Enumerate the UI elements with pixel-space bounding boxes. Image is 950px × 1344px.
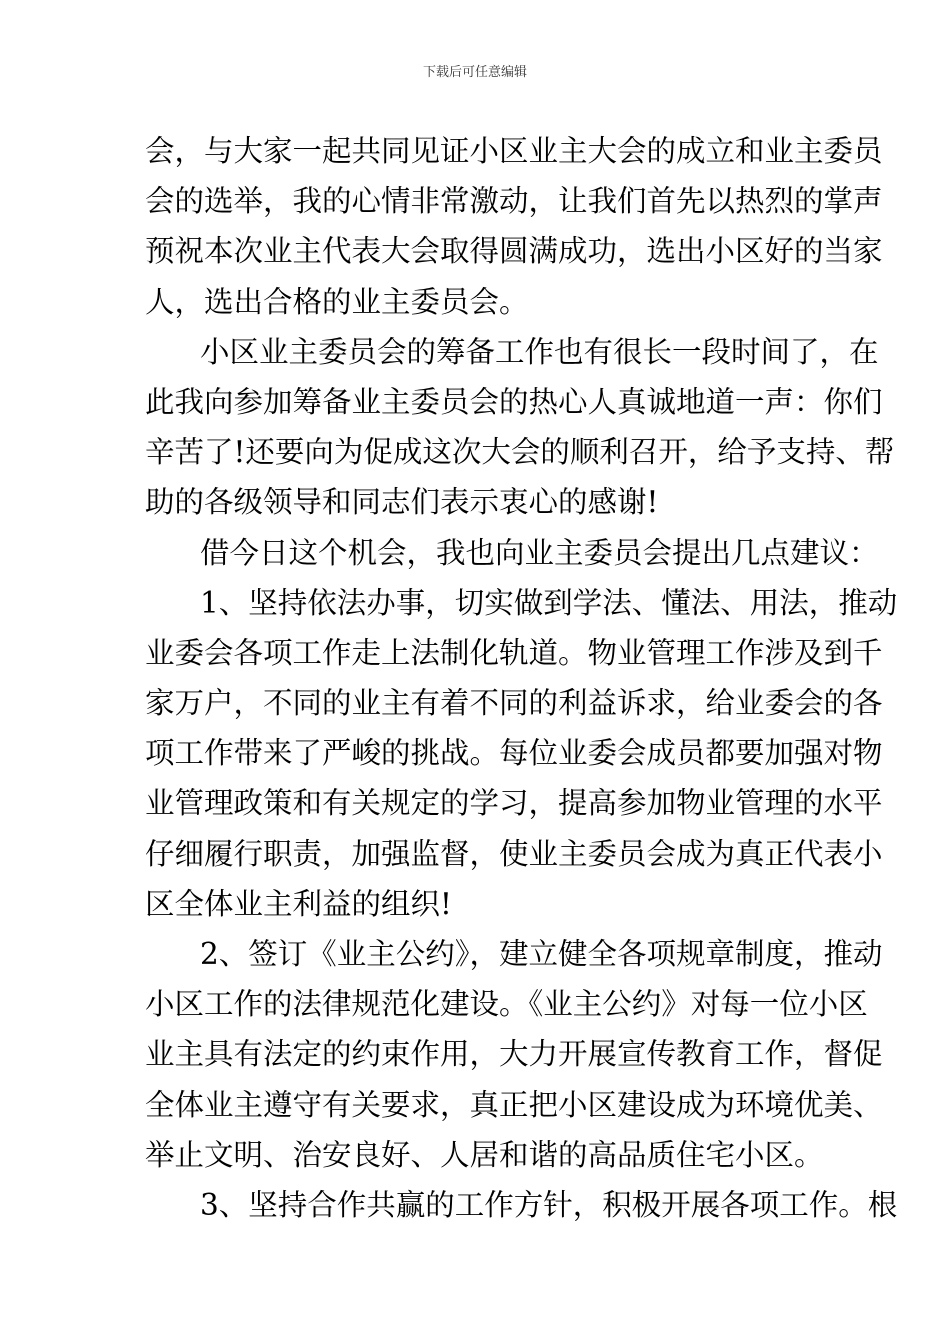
page-header-note: 下载后可任意编辑 — [422, 65, 527, 80]
text-line: 3、坚持合作共赢的工作方针，积极开展各项工作。根 — [200, 1187, 898, 1222]
text-line: 会，与大家一起共同见证小区业主大会的成立和业主委员 — [145, 134, 883, 168]
text-line: 2、签订《业主公约》，建立健全各项规章制度，推动 — [200, 937, 883, 971]
text-line: 举止文明、治安良好、人居和谐的高品质住宅小区。 — [145, 1137, 824, 1172]
text-line: 此我向参加筹备业主委员会的热心人真诚地道一声：你们 — [145, 384, 883, 419]
text-line: 人，选出合格的业主委员会。 — [145, 284, 529, 319]
text-line: 小区工作的法律规范化建设。《业主公约》对每一位小区 — [145, 987, 868, 1022]
text-line: 项工作带来了严峻的挑战。每位业委会成员都要加强对物 — [145, 736, 883, 771]
text-line: 借今日这个机会，我也向业主委员会提出几点建议： — [200, 535, 879, 570]
text-line: 区全体业主利益的组织! — [145, 886, 452, 921]
text-line: 业委会各项工作走上法制化轨道。物业管理工作涉及到千 — [145, 635, 883, 670]
text-line: 业管理政策和有关规定的学习，提高参加物业管理的水平 — [145, 786, 883, 821]
text-line: 业主具有法定的约束作用，大力开展宣传教育工作，督促 — [145, 1037, 883, 1072]
text-line: 预祝本次业主代表大会取得圆满成功，选出小区好的当家 — [145, 234, 883, 269]
text-line: 仔细履行职责，加强监督，使业主委员会成为真正代表小 — [145, 836, 883, 871]
text-line: 辛苦了!还要向为促成这次大会的顺利召开，给予支持、帮 — [145, 435, 895, 470]
text-line: 助的各级领导和同志们表示衷心的感谢! — [145, 485, 659, 520]
text-line: 全体业主遵守有关要求，真正把小区建设成为环境优美、 — [145, 1087, 883, 1122]
document-body — [145, 126, 898, 1230]
text-line: 家万户，不同的业主有着不同的利益诉求，给业委会的各 — [145, 686, 883, 721]
text-line: 会的选举，我的心情非常激动，让我们首先以热烈的掌声 — [145, 184, 883, 219]
text-line: 1、坚持依法办事，切实做到学法、懂法、用法，推动 — [200, 585, 898, 620]
text-line: 小区业主委员会的筹备工作也有很长一段时间了，在 — [200, 334, 879, 369]
